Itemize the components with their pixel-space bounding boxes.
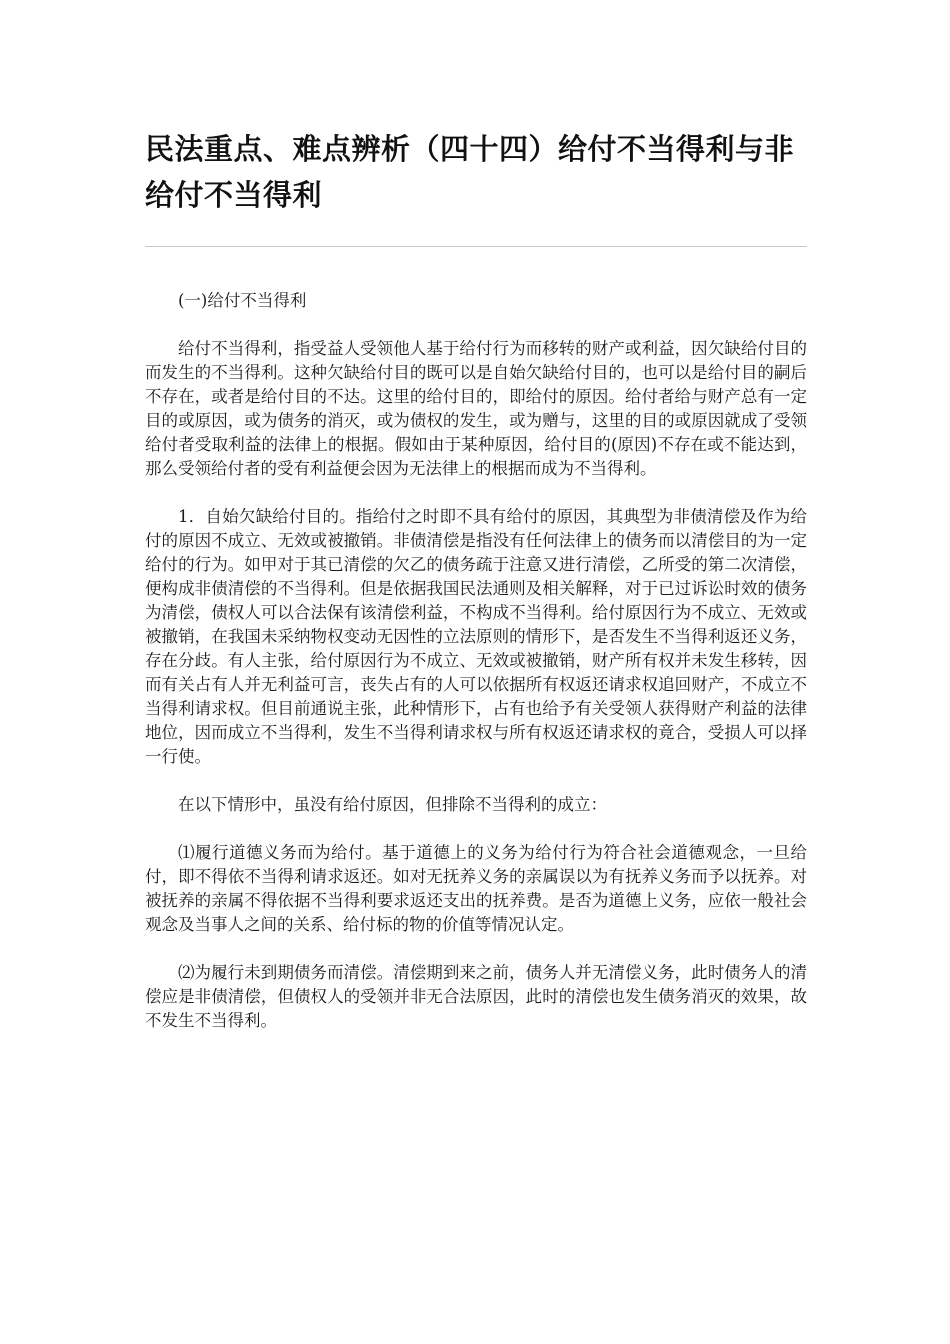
paragraph: 在以下情形中，虽没有给付原因，但排除不当得利的成立： [178, 795, 607, 814]
paragraph: ⑵为履行未到期债务而清偿。清偿期到来之前，债务人并无清偿义务，此时债务人的清偿应是非债清偿，但债权人的受领并非无合法原因，此时的清偿也发生债务消灭的效果，故不发生不当得利。 [145, 963, 807, 1030]
title-divider [145, 246, 807, 247]
paragraph: 1．自始欠缺给付目的。指给付之时即不具有给付的原因，其典型为非债清偿及作为给付的原因不成立、无效或被撤销。非债清偿是指没有任何法律上的债务而以清偿目的为一定给付的行为。如甲对于其已清偿的欠乙的债务疏于注意又进行清偿，乙所受的第二次清偿，便构成非债清偿的不当得利。但是依据我国民法通则及相关解释，对于已过诉讼时效的债务为清偿，债权人可以合法保有该清偿利益，不构成不当得利。给付原因行为不成立、无效或被撤销，在我国未采纳物权变动无因性的立法原则的情形下，是否发生不当得利返还义务，存在分歧。有人主张，给付原因行为不成立、无效或被撤销，财产所有权并未发生移转，因而有关占有人并无利益可言，丧失占有的人可以依据所有权返还请求权追回财产，不成立不当得利请求权。但目前通说主张，此种情形下，占有也给予有关受领人获得财产利益的法律地位，因而成立不当得利，发生不当得利请求权与所有权返还请求权的竟合，受损人可以择一行使。 [145, 507, 807, 766]
article-title: 民法重点、难点辨析（四十四）给付不当得利与非给付不当得利 [145, 132, 795, 212]
paragraph: ⑴履行道德义务而为给付。基于道德上的义务为给付行为符合社会道德观念，一旦给付，即不得依不当得利请求返还。如对无抚养义务的亲属误以为有抚养义务而予以抚养。对被抚养的亲属不得依据不当得利要求返还支出的抚养费。是否为道德上义务，应依一般社会观念及当事人之间的关系、给付标的物的价值等情况认定。 [145, 843, 807, 934]
paragraph: 给付不当得利，指受益人受领他人基于给付行为而移转的财产或利益，因欠缺给付目的而发生的不当得利。这种欠缺给付目的既可以是自始欠缺给付目的，也可以是给付目的嗣后不存在，或者是给付目的不达。这里的给付目的，即给付的原因。给付者给与财产总有一定目的或原因，或为债务的消灭，或为债权的发生，或为赠与，这里的目的或原因就成了受领给付者受取利益的法律上的根据。假如由于某种原因，给付目的(原因)不存在或不能达到，那么受领给付者的受有利益便会因为无法律上的根据而成为不当得利。 [145, 339, 807, 478]
section-heading: (一)给付不当得利 [178, 291, 307, 310]
article [145, 126, 807, 1057]
article-body [145, 289, 807, 1033]
